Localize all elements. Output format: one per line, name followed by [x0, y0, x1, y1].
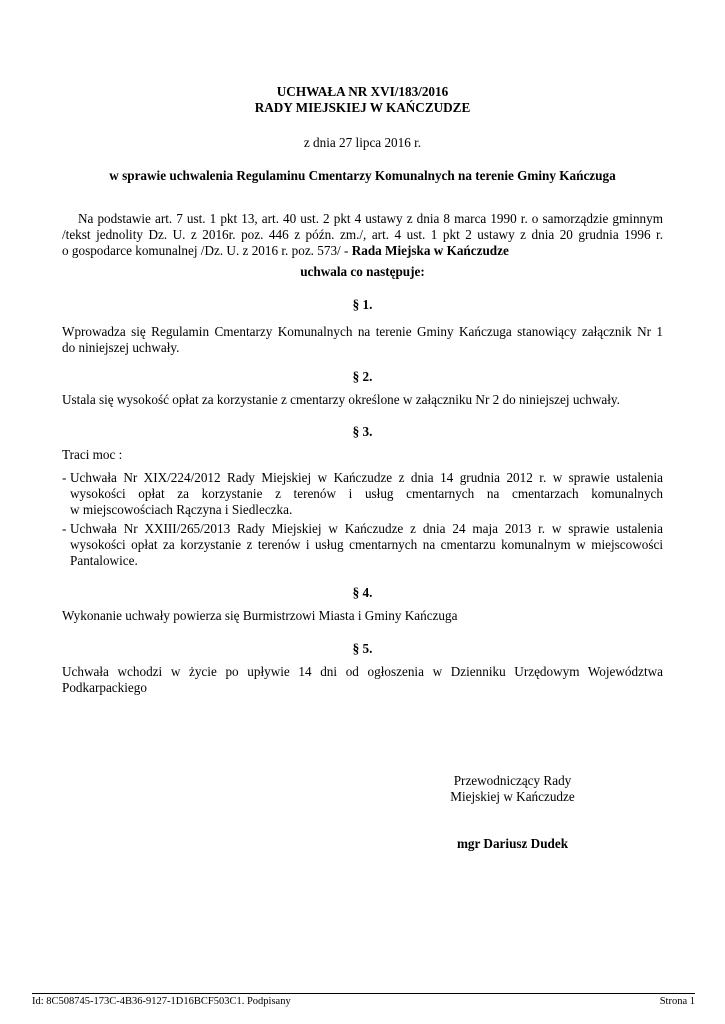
section-1-line-1: Wprowadza się Regulamin Cmentarzy Komunalnych na terenie Gminy Kańczuga stanowiący załącznik Nr 1 — [62, 324, 663, 339]
repealed-item-line-3: w miejscowościach Rączyna i Siedleczka. — [70, 502, 293, 517]
section-4-heading: § 4. — [352, 585, 373, 600]
section-5-line-2: Podkarpackiego — [62, 680, 147, 695]
repealed-item-line-3: Pantalowice. — [70, 553, 138, 568]
preamble-line-3-text: o gospodarce komunalnej /Dz. U. z 2016 r. poz. 573/ - — [62, 243, 352, 258]
page-number: Strona 1 — [659, 996, 695, 1007]
repealed-item-line-2: wysokości opłat za korzystanie z terenów i usług cmentarnych na cmentarzach komunalnych — [70, 486, 663, 501]
resolves-statement: uchwala co następuje: — [300, 264, 425, 279]
resolution-title: UCHWAŁA NR XVI/183/2016 — [276, 84, 449, 99]
section-4-text: Wykonanie uchwały powierza się Burmistrzowi Miasta i Gminy Kańczuga — [62, 608, 458, 623]
resolution-date: z dnia 27 lipca 2016 r. — [303, 135, 422, 150]
repealed-item-line-1: Uchwała Nr XXIII/265/2013 Rady Miejskiej w Kańczudze z dnia 24 maja 2013 r. w sprawie ustalenia — [70, 521, 663, 536]
council-subject: Rada Miejska w Kańczudze — [351, 243, 509, 258]
document-id: Id: 8C508745-173C-4B36-9127-1D16BCF503C1. Podpisany — [32, 996, 291, 1007]
repealed-item-line-2: wysokości opłat za korzystanie z terenów i usług cmentarnych na cmentarzu komunalnym w miejscowości — [70, 537, 663, 552]
section-1-line-2: do niniejszej uchwały. — [62, 340, 180, 355]
section-3-heading: § 3. — [352, 424, 373, 439]
list-dash: - — [62, 521, 67, 536]
list-dash: - — [62, 470, 67, 485]
signature-role-line-2: Miejskiej w Kańczudze — [450, 789, 575, 804]
section-2-heading: § 2. — [352, 369, 373, 384]
council-name: RADY MIEJSKIEJ W KAŃCZUDZE — [254, 100, 471, 115]
section-5-line-1: Uchwała wchodzi w życie po upływie 14 dni od ogłoszenia w Dzienniku Urzędowym Województwa — [62, 664, 663, 679]
repealed-item-line-1: Uchwała Nr XIX/224/2012 Rady Miejskiej w Kańczudze z dnia 14 grudnia 2012 r. w sprawie ustalenia — [70, 470, 663, 485]
preamble-line-3 — [62, 243, 663, 260]
section-2-text: Ustala się wysokość opłat za korzystanie z cmentarzy określone w załączniku Nr 2 do niniejszej uchwały. — [62, 392, 620, 407]
signature-role-line-1: Przewodniczący Rady — [453, 773, 572, 788]
section-1-heading: § 1. — [352, 297, 373, 312]
preamble-line-2: /tekst jednolity Dz. U. z 2016r. poz. 446 z późn. zm./, art. 4 ust. 1 pkt 2 ustawy z dnia 20 grudnia 1996 r. — [62, 227, 663, 242]
footer-divider — [32, 993, 695, 994]
signatory-name: mgr Dariusz Dudek — [456, 836, 569, 851]
preamble-line-1: Na podstawie art. 7 ust. 1 pkt 13, art. 40 ust. 2 pkt 4 ustawy z dnia 8 marca 1990 r. o samorządzie gminnym — [78, 211, 663, 226]
resolution-subject: w sprawie uchwalenia Regulaminu Cmentarzy Komunalnych na terenie Gminy Kańczuga — [109, 168, 616, 183]
section-3-intro: Traci moc : — [62, 447, 123, 462]
section-5-heading: § 5. — [352, 641, 373, 656]
